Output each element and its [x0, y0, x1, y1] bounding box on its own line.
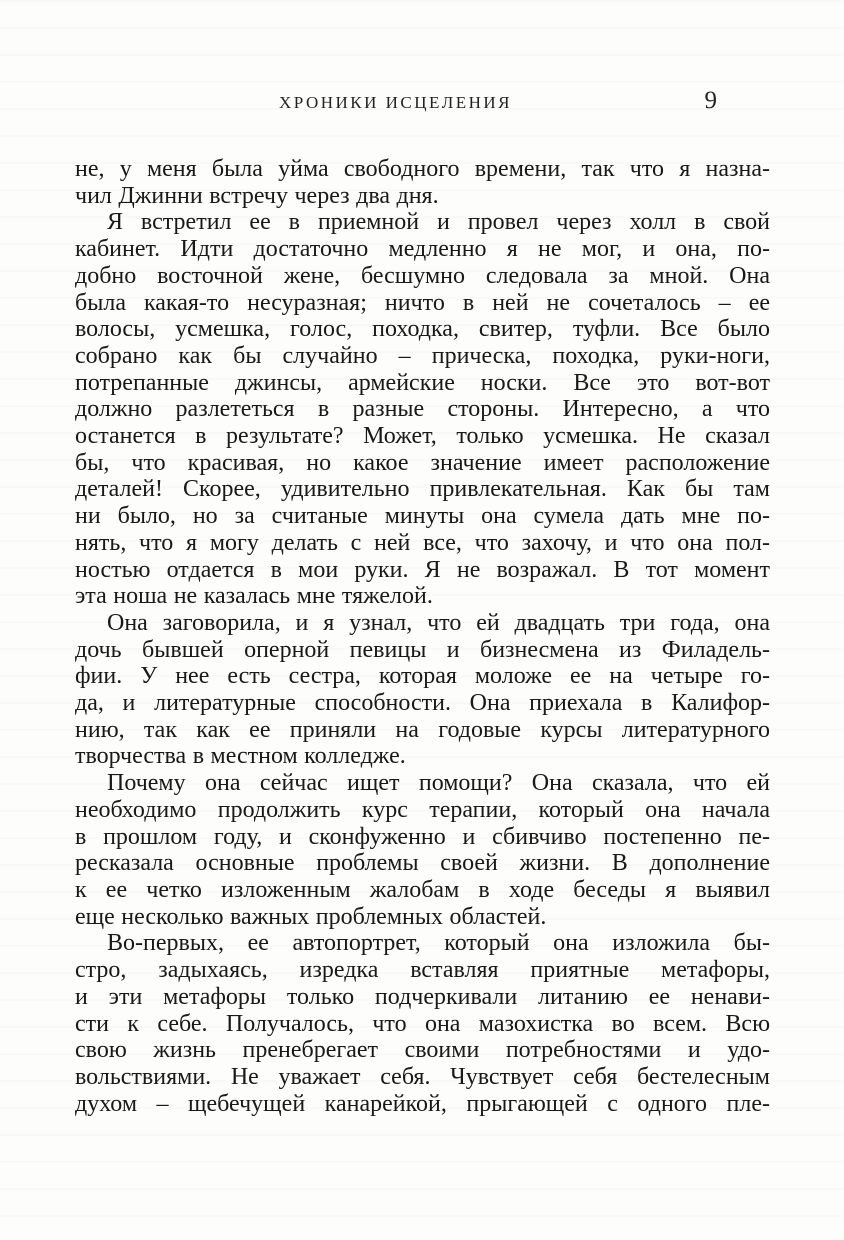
running-title: ХРОНИКИ ИСЦЕЛЕНИЯ: [279, 93, 512, 112]
text-line: кабинет. Идти достаточно медленно я не мог, и она, по-: [75, 236, 770, 263]
text-line: сти к себе. Получалось, что она мазохистка во всем. Всю: [75, 1010, 770, 1037]
text-line: ресказала основные проблемы своей жизни. В дополнение: [75, 850, 770, 877]
text-line: должно разлететься в разные стороны. Интересно, а что: [75, 396, 770, 423]
text-line: чил Джинни встречу через два дня.: [75, 182, 439, 209]
text-line: к ее четко изложенным жалобам в ходе беседы я выявил: [75, 876, 770, 903]
text-line: духом – щебечущей канарейкой, прыгающей с одного пле-: [75, 1090, 770, 1117]
page-header: [75, 87, 770, 120]
text-line: ностью отдается в мои руки. Я не возражал. В тот момент: [75, 556, 770, 583]
text-line: Во-первых, ее автопортрет, который она изложила бы-: [107, 930, 770, 957]
text-line: потрепанные джинсы, армейские носки. Все это вот-вот: [75, 369, 770, 396]
text-line: да, и литературные способности. Она приехала в Калифор-: [75, 690, 770, 717]
text-line: эта ноша не казалась мне тяжелой.: [75, 583, 433, 610]
text-line: дочь бывшей оперной певицы и бизнесмена из Филадель-: [75, 636, 770, 663]
text-line: и эти метафоры только подчеркивали литанию ее ненави-: [75, 983, 770, 1010]
text-line: Она заговорила, и я узнал, что ей двадцать три года, она: [107, 609, 770, 636]
text-line: Я встретил ее в приемной и провел через холл в свой: [107, 209, 770, 236]
page-number: 9: [704, 87, 717, 114]
text-line: нию, так как ее приняли на годовые курсы литературного: [75, 716, 770, 743]
text-line: волосы, усмешка, голос, походка, свитер, туфли. Все было: [75, 316, 770, 343]
text-line: стро, задыхаясь, изредка вставляя приятные метафоры,: [75, 957, 770, 984]
text-line: была какая-то несуразная; ничто в ней не сочеталось – ее: [75, 289, 770, 316]
text-line: еще несколько важных проблемных областей.: [75, 903, 547, 930]
text-line: необходимо продолжить курс терапии, который она начала: [75, 796, 770, 823]
text-line: добно восточной жене, бесшумно следовала за мной. Она: [75, 262, 770, 289]
text-line: фии. У нее есть сестра, которая моложе ее на четыре го-: [75, 663, 770, 690]
text-line: Почему она сейчас ищет помощи? Она сказала, что ей: [107, 770, 770, 797]
text-line: не, у меня была уйма свободного времени, так что я назна-: [75, 156, 770, 182]
body-text: [75, 156, 770, 1117]
text-line: собрано как бы случайно – прическа, походка, руки-ноги,: [75, 342, 770, 369]
text-line: останется в результате? Может, только усмешка. Не сказал: [75, 423, 770, 450]
text-line: свою жизнь пренебрегает своими потребностями и удо-: [75, 1037, 770, 1064]
text-line: бы, что красивая, но какое значение имеет расположение: [75, 449, 770, 476]
text-line: в прошлом году, и сконфуженно и сбивчиво постепенно пе-: [75, 823, 770, 850]
text-line: вольствиями. Не уважает себя. Чувствует себя бестелесным: [75, 1063, 770, 1090]
text-line: деталей! Скорее, удивительно привлекательная. Как бы там: [75, 476, 770, 503]
text-line: нять, что я могу делать с ней все, что захочу, и что она пол-: [75, 529, 770, 556]
text-line: творчества в местном колледже.: [75, 743, 406, 770]
text-line: ни было, но за считаные минуты она сумела дать мне по-: [75, 503, 770, 530]
